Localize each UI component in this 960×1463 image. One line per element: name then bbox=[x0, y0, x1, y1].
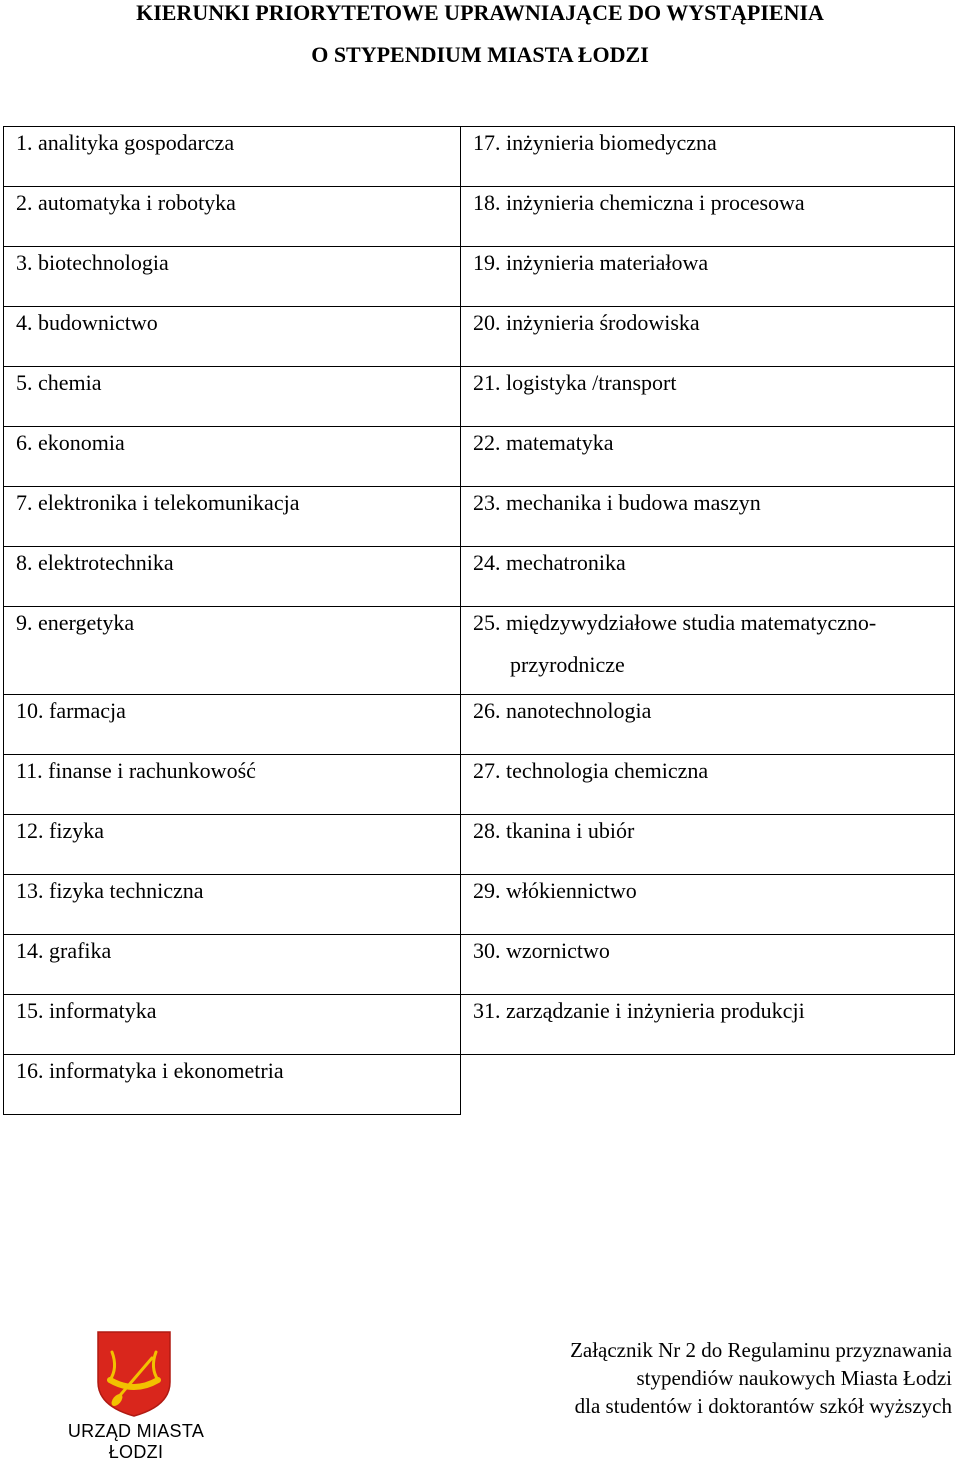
list-item: 7. elektronika i telekomunikacja bbox=[4, 487, 461, 547]
list-item: 31. zarządzanie i inżynieria produkcji bbox=[461, 995, 955, 1055]
annex-note-line-2: stypendiów naukowych Miasta Łodzi bbox=[636, 1366, 952, 1390]
table-row bbox=[4, 547, 955, 607]
list-item: 14. grafika bbox=[4, 935, 461, 995]
list-item: 9. energetyka bbox=[4, 607, 461, 695]
list-item: 13. fizyka techniczna bbox=[4, 875, 461, 935]
list-item: 12. fizyka bbox=[4, 815, 461, 875]
list-item: 15. informatyka bbox=[4, 995, 461, 1055]
annex-note-line-3: dla studentów i doktorantów szkół wyższych bbox=[574, 1394, 952, 1418]
document-title-line-1: KIERUNKI PRIORYTETOWE UPRAWNIAJĄCE DO WYSTĄPIENIA bbox=[136, 0, 824, 25]
document-title-line-2: O STYPENDIUM MIASTA ŁODZI bbox=[311, 42, 649, 67]
table-row bbox=[4, 995, 955, 1055]
list-item bbox=[461, 607, 955, 695]
list-item: 4. budownictwo bbox=[4, 307, 461, 367]
list-item: 5. chemia bbox=[4, 367, 461, 427]
list-item: 28. tkanina i ubiór bbox=[461, 815, 955, 875]
priority-fields-table bbox=[3, 126, 955, 1115]
table-row bbox=[4, 695, 955, 755]
list-item: 22. matematyka bbox=[461, 427, 955, 487]
table-row bbox=[4, 427, 955, 487]
table-row bbox=[4, 127, 955, 187]
table-row bbox=[4, 875, 955, 935]
table-row bbox=[4, 247, 955, 307]
list-item: 17. inżynieria biomedyczna bbox=[461, 127, 955, 187]
table-row bbox=[4, 307, 955, 367]
list-item: 8. elektrotechnika bbox=[4, 547, 461, 607]
list-item: 27. technologia chemiczna bbox=[461, 755, 955, 815]
table-row bbox=[4, 935, 955, 995]
list-item: 18. inżynieria chemiczna i procesowa bbox=[461, 187, 955, 247]
list-item: 10. farmacja bbox=[4, 695, 461, 755]
empty-cell bbox=[461, 1055, 955, 1115]
list-item: 6. ekonomia bbox=[4, 427, 461, 487]
table-row bbox=[4, 187, 955, 247]
list-item: 23. mechanika i budowa maszyn bbox=[461, 487, 955, 547]
list-item: 19. inżynieria materiałowa bbox=[461, 247, 955, 307]
city-office-logo bbox=[40, 1330, 232, 1462]
list-item: 3. biotechnologia bbox=[4, 247, 461, 307]
table-row bbox=[4, 487, 955, 547]
list-item: 11. finanse i rachunkowość bbox=[4, 755, 461, 815]
list-item: 2. automatyka i robotyka bbox=[4, 187, 461, 247]
list-item: 1. analityka gospodarcza bbox=[4, 127, 461, 187]
lodz-coat-of-arms-icon bbox=[96, 1330, 172, 1418]
list-item: 24. mechatronika bbox=[461, 547, 955, 607]
table-row bbox=[4, 367, 955, 427]
list-item: 16. informatyka i ekonometria bbox=[4, 1055, 461, 1115]
table-row bbox=[4, 755, 955, 815]
annex-note-line-1: Załącznik Nr 2 do Regulaminu przyznawania bbox=[570, 1338, 952, 1362]
list-item: 20. inżynieria środowiska bbox=[461, 307, 955, 367]
list-item: 21. logistyka /transport bbox=[461, 367, 955, 427]
table-row bbox=[4, 607, 955, 695]
list-item: 26. nanotechnologia bbox=[461, 695, 955, 755]
list-item-continuation: przyrodnicze bbox=[510, 652, 625, 677]
list-item-text: 25. międzywydziałowe studia matematyczno- bbox=[473, 610, 877, 635]
logo-text: URZĄD MIASTA ŁODZI bbox=[67, 1421, 205, 1462]
annex-note bbox=[570, 1336, 952, 1420]
table-row bbox=[4, 815, 955, 875]
list-item: 29. włókiennictwo bbox=[461, 875, 955, 935]
table-row bbox=[4, 1055, 955, 1115]
list-item: 30. wzornictwo bbox=[461, 935, 955, 995]
